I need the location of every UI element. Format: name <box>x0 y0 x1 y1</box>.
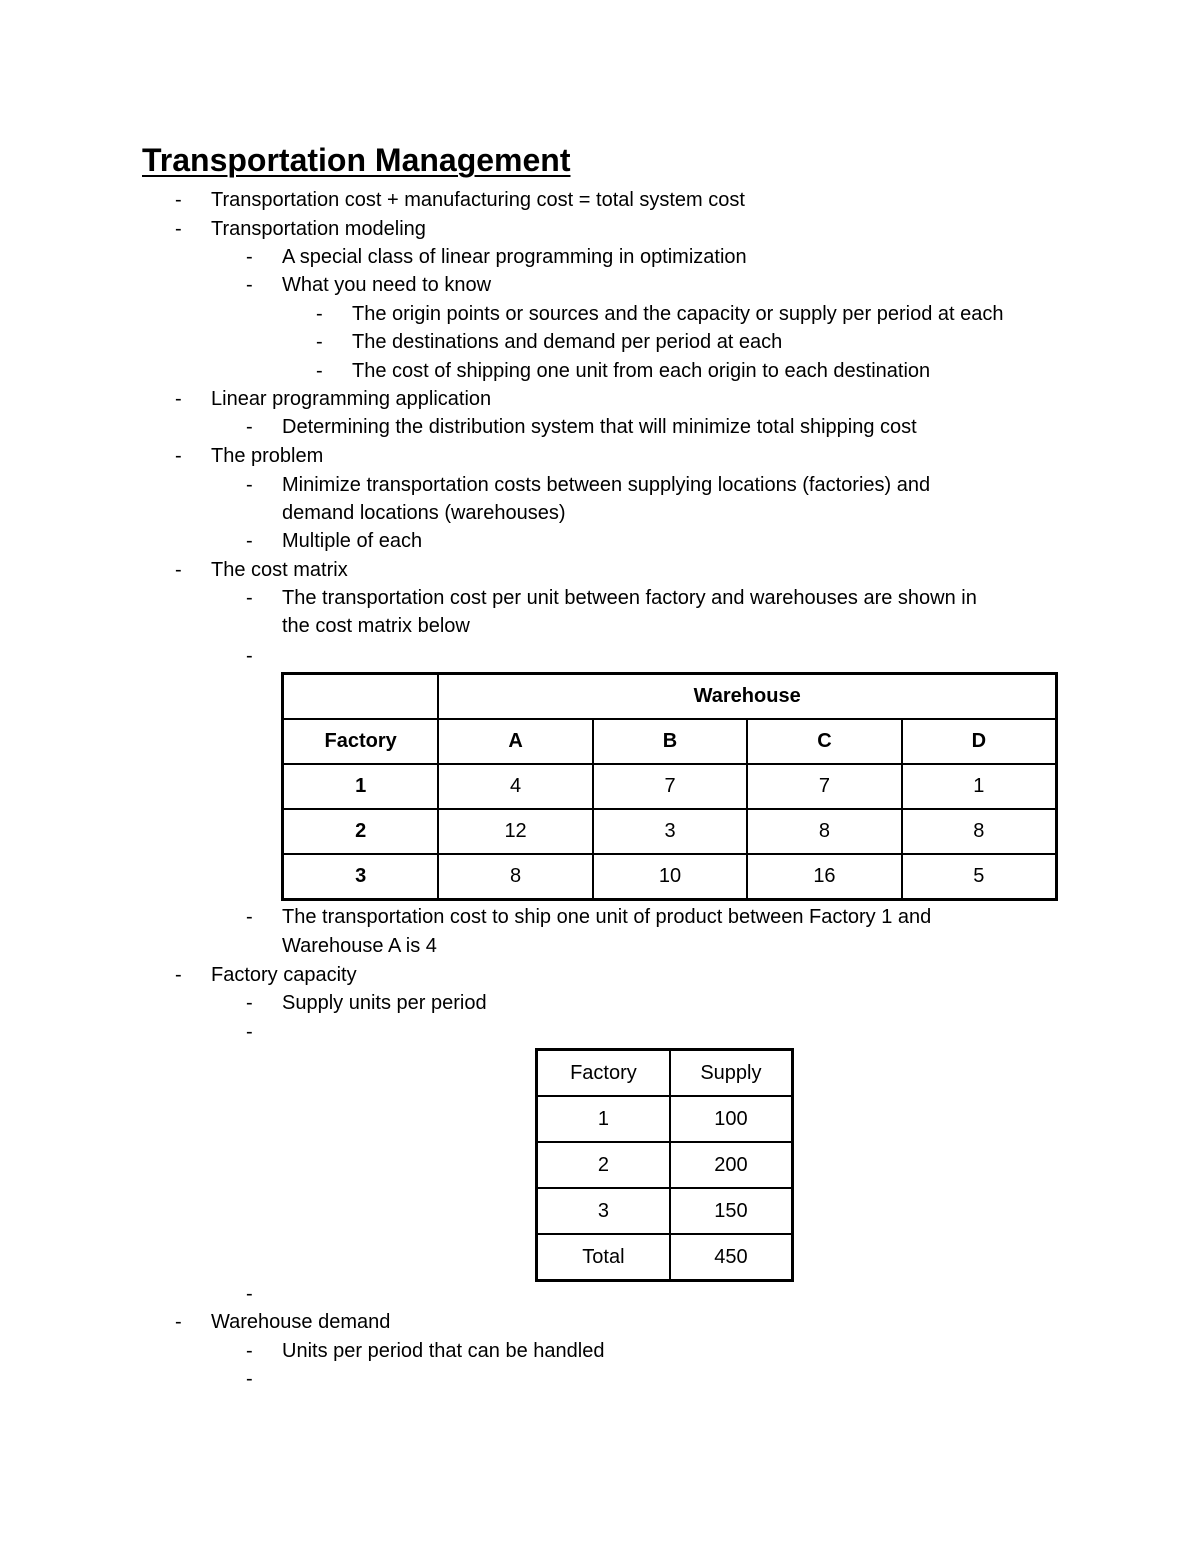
table-cell: Total <box>537 1234 670 1281</box>
bullet-dash: - <box>246 587 253 609</box>
bullet-text: Minimize transportation costs between supplying locations (factories) and <box>282 474 931 496</box>
table-cell: 8 <box>902 809 1057 854</box>
bullet-dash: - <box>246 274 253 296</box>
bullet-text: Supply units per period <box>282 992 487 1014</box>
column-header: D <box>902 719 1057 764</box>
bullet-dash: - <box>175 964 182 986</box>
table-row <box>537 1050 793 1097</box>
table-cell: 7 <box>593 764 747 809</box>
table-row <box>283 809 1057 854</box>
table-row <box>283 719 1057 764</box>
bullet-dash: - <box>175 559 182 581</box>
table-cell: 8 <box>747 809 901 854</box>
table-cell: 1 <box>537 1096 670 1142</box>
bullet-text: The transportation cost per unit between factory and warehouses are shown in <box>282 587 977 609</box>
table-cell: 7 <box>747 764 901 809</box>
table-row <box>283 674 1057 720</box>
bullet-dash: - <box>246 1340 253 1362</box>
column-header: A <box>438 719 592 764</box>
bullet-dash: - <box>175 445 182 467</box>
bullet-text: Multiple of each <box>282 530 423 552</box>
bullet-dash: - <box>175 388 182 410</box>
bullet-dash: - <box>175 189 182 211</box>
bullet-dash: - <box>246 474 253 496</box>
bullet-dash: - <box>246 246 253 268</box>
bullet-text: The cost of shipping one unit from each origin to each destination <box>352 360 931 382</box>
table-cell: 12 <box>438 809 592 854</box>
table-cell: 8 <box>438 854 592 900</box>
table-cell: 2 <box>537 1142 670 1188</box>
bullet-text: The origin points or sources and the capacity or supply per period at each <box>352 303 1004 325</box>
table-row <box>283 854 1057 900</box>
row-header: 1 <box>283 764 439 809</box>
table-cell: 3 <box>537 1188 670 1234</box>
table-cell: 3 <box>593 809 747 854</box>
table-cell <box>283 674 439 720</box>
bullet-dash: - <box>246 906 253 928</box>
bullet-text: A special class of linear programming in optimization <box>282 246 747 268</box>
bullet-text: The transportation cost to ship one unit of product between Factory 1 and <box>282 906 932 928</box>
bullet-text: The destinations and demand per period at each <box>352 331 783 353</box>
column-header: B <box>593 719 747 764</box>
table-row <box>537 1096 793 1142</box>
warehouse-header: Warehouse <box>438 674 1056 720</box>
supply-table <box>535 1048 794 1282</box>
bullet-text: The problem <box>211 445 324 467</box>
bullet-dash: - <box>316 360 323 382</box>
bullet-dash: - <box>175 218 182 240</box>
bullet-dash: - <box>246 992 253 1014</box>
table-cell: 450 <box>670 1234 793 1281</box>
factory-header: Factory <box>283 719 439 764</box>
bullet-dash: - <box>316 331 323 353</box>
bullet-text: Transportation modeling <box>211 218 426 240</box>
table-cell: 200 <box>670 1142 793 1188</box>
table-cell: 5 <box>902 854 1057 900</box>
table-row <box>537 1142 793 1188</box>
table-cell: 150 <box>670 1188 793 1234</box>
bullet-dash: - <box>246 416 253 438</box>
row-header: 3 <box>283 854 439 900</box>
bullet-dash: - <box>246 1368 253 1390</box>
table-cell: 1 <box>902 764 1057 809</box>
table-row <box>283 764 1057 809</box>
bullet-text: Warehouse demand <box>211 1311 391 1333</box>
bullet-text: demand locations (warehouses) <box>282 502 566 524</box>
table-row <box>537 1234 793 1281</box>
bullet-text: Warehouse A is 4 <box>282 935 437 957</box>
bullet-dash: - <box>246 1021 253 1043</box>
bullet-dash: - <box>246 530 253 552</box>
cost-matrix-table <box>281 672 1058 901</box>
bullet-text: Factory capacity <box>211 964 357 986</box>
bullet-dash: - <box>175 1311 182 1333</box>
table-row <box>537 1188 793 1234</box>
bullet-text: Determining the distribution system that will minimize total shipping cost <box>282 416 917 438</box>
table-cell: 10 <box>593 854 747 900</box>
table-cell: 4 <box>438 764 592 809</box>
column-header: Factory <box>537 1050 670 1097</box>
table-cell: 16 <box>747 854 901 900</box>
bullet-text: The cost matrix <box>211 559 348 581</box>
table-cell: 100 <box>670 1096 793 1142</box>
bullet-dash: - <box>246 1283 253 1305</box>
bullet-dash: - <box>316 303 323 325</box>
bullet-text: Transportation cost + manufacturing cost = total system cost <box>211 189 745 211</box>
bullet-text: the cost matrix below <box>282 615 470 637</box>
row-header: 2 <box>283 809 439 854</box>
column-header: Supply <box>670 1050 793 1097</box>
bullet-text: What you need to know <box>282 274 492 296</box>
bullet-dash: - <box>246 645 253 667</box>
bullet-text: Units per period that can be handled <box>282 1340 605 1362</box>
bullet-text: Linear programming application <box>211 388 492 410</box>
column-header: C <box>747 719 901 764</box>
page-title: Transportation Management <box>142 142 571 178</box>
